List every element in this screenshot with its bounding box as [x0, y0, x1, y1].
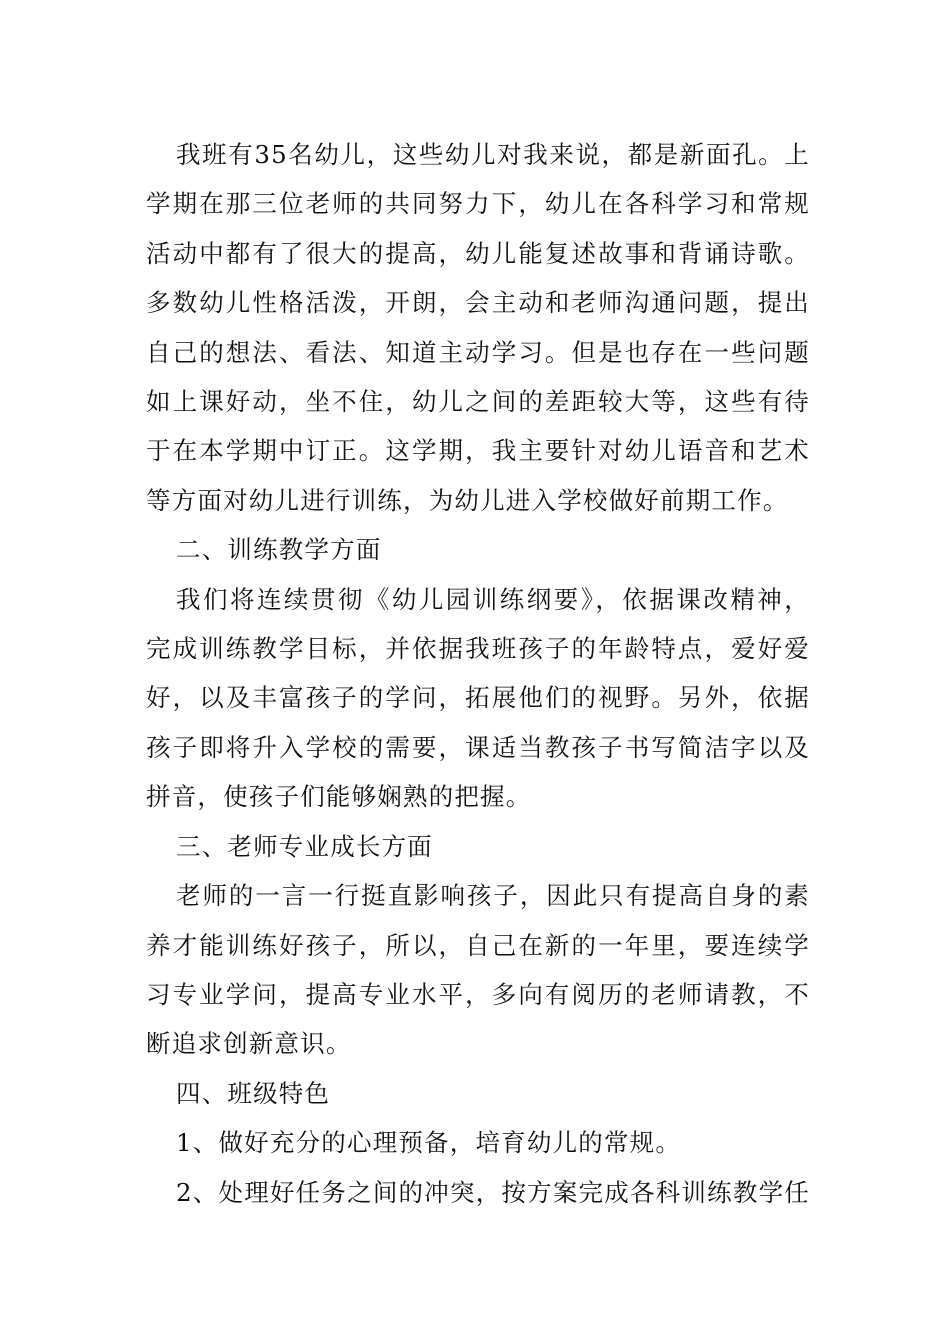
text-line: 老师的一言一行挺直影响孩子，因此只有提高自身的素 — [176, 881, 810, 911]
list-item-2 — [146, 1168, 810, 1217]
section-heading-features — [146, 1069, 810, 1118]
text-line: 断追求创新意识。 — [146, 1029, 352, 1059]
text-line: 养才能训练好孩子，所以，自己在新的一年里，要连续学 — [146, 930, 810, 960]
section-heading-growth — [146, 822, 810, 871]
text-line: 如上课好动，坐不住，幼儿之间的差距较大等，这些有待 — [146, 387, 810, 417]
document-body — [146, 130, 810, 1217]
text-line: 学期在那三位老师的共同努力下，幼儿在各科学习和常规 — [146, 189, 810, 219]
paragraph-class-overview — [146, 130, 810, 525]
text-line: 多数幼儿性格活泼，开朗，会主动和老师沟通问题，提出 — [146, 288, 810, 318]
list-item-text: 2、处理好任务之间的冲突，按方案完成各科训练教学任 — [176, 1177, 810, 1207]
text-line: 于在本学期中订正。这学期，我主要针对幼儿语音和艺术 — [146, 436, 810, 466]
text-line: 拼音，使孩子们能够娴熟的把握。 — [146, 782, 532, 812]
text-line: 等方面对幼儿进行训练，为幼儿进入学校做好前期工作。 — [146, 485, 789, 515]
text-line: 活动中都有了很大的提高，幼儿能复述故事和背诵诗歌。 — [146, 238, 810, 268]
text-line: 孩子即将升入学校的需要，课适当教孩子书写简洁字以及 — [146, 732, 810, 762]
heading-text: 二、训练教学方面 — [176, 535, 382, 565]
list-item-text: 1、做好充分的心理预备，培育幼儿的常规。 — [176, 1128, 682, 1158]
heading-text: 四、班级特色 — [176, 1078, 331, 1108]
section-heading-teaching — [146, 525, 810, 574]
text-line: 习专业学问，提高专业水平，多向有阅历的老师请教，不 — [146, 979, 810, 1009]
heading-text: 三、老师专业成长方面 — [176, 831, 433, 861]
text-line: 我们将连续贯彻《幼儿园训练纲要》，依据课改精神， — [176, 584, 810, 614]
list-item-1 — [146, 1118, 810, 1167]
text-line: 我班有35名幼儿，这些幼儿对我来说，都是新面孔。上 — [176, 140, 810, 169]
text-line: 自己的想法、看法、知道主动学习。但是也存在一些问题 — [146, 337, 810, 367]
paragraph-teaching — [146, 575, 810, 822]
paragraph-growth — [146, 871, 810, 1069]
text-line: 完成训练教学目标，并依据我班孩子的年龄特点，爱好爱 — [146, 634, 810, 664]
text-line: 好，以及丰富孩子的学问，拓展他们的视野。另外，依据 — [146, 683, 810, 713]
